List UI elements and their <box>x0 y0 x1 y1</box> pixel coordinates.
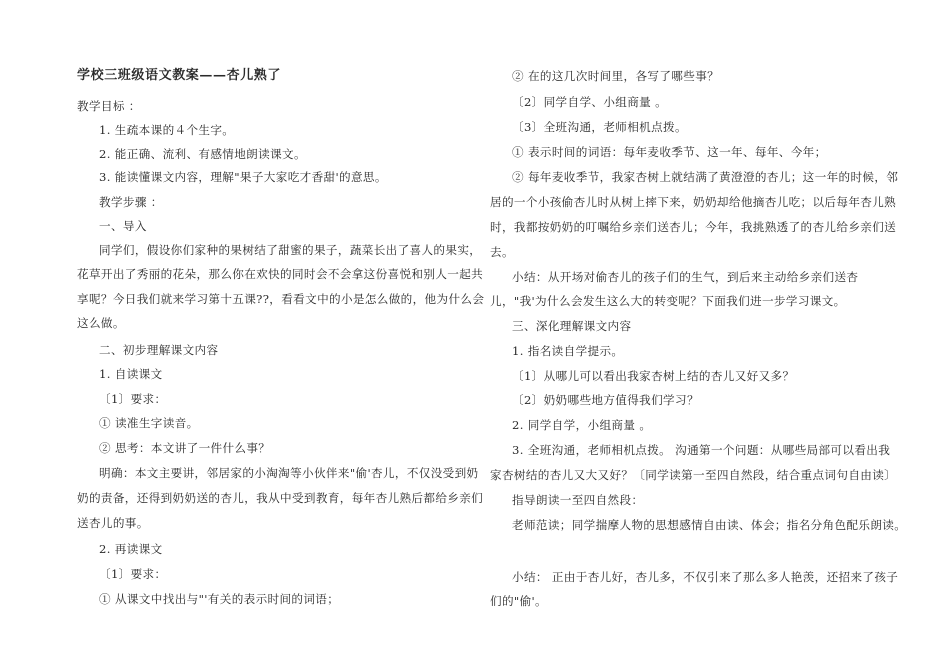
text-line: 〔1〕要求： <box>99 392 167 406</box>
text-line: 花草开出了秀丽的花朵，那么你在欢快的同时会不会拿这份喜悦和别人一起共 <box>77 267 484 281</box>
page-title: 学校三班级语文教案——杏儿熟了 <box>77 68 282 83</box>
section-heading: 三、深化理解课文内容 <box>512 319 632 333</box>
text-line: ② 思考：本文讲了一件什么事？ <box>99 441 271 455</box>
text-line: 这么做。 <box>77 316 125 330</box>
text-line: 同学们，假设你们家种的果树结了甜蜜的果子，蔬菜长出了喜人的果实， <box>99 243 482 257</box>
text-line: ② 在的这几次时间里，各写了哪些事？ <box>512 69 720 83</box>
text-line: ② 每年麦收季节，我家杏树上就结满了黄澄澄的杏儿；这一年的时候，邻 <box>512 170 899 184</box>
text-line: 指导朗读一至四自然段： <box>512 493 644 507</box>
text-line: 居的一个小孩偷杏儿时从树上摔下来，奶奶却给他摘杏儿吃；以后每年杏儿熟 <box>490 195 897 209</box>
text-line: 3. 能读懂课文内容，理解"果子大家吃才香甜'的意思。 <box>99 170 387 184</box>
section-heading: 二、初步理解课文内容 <box>99 343 219 357</box>
text-line: 2. 能正确、流利、有感情地朗读课文。 <box>99 147 306 161</box>
text-line: 1. 生疏本课的４个生字。 <box>99 123 235 137</box>
text-line: 2. 同学自学，小组商量 。 <box>512 418 652 432</box>
text-line: 送杏儿的事。 <box>77 516 149 530</box>
text-line: 家杏树结的杏儿又大又好？〔同学读第一至四自然段，结合重点词句自由读〕 <box>490 468 897 482</box>
text-line: 时，我都按奶奶的叮嘱给乡亲们送杏儿；今年，我挑熟透了的杏儿给乡亲们送 <box>490 220 897 234</box>
text-line: 享呢？今日我们就来学习第十五课??，看看文中的小是怎么做的，他为什么会 <box>77 292 485 306</box>
text-line: 教学步骤 ： <box>99 195 163 209</box>
text-line: 明确：本文主要讲，邻居家的小淘淘等小伙伴来"偷'杏儿，不仅没受到奶 <box>99 466 479 480</box>
text-line: 〔1〕要求： <box>99 567 167 581</box>
text-line: 们的"偷'。 <box>490 594 547 608</box>
text-line: 1. 自读课文 <box>99 367 163 381</box>
text-line: 儿，"我'为什么会发生这么大的转变呢？下面我们进一步学习课文。 <box>490 294 846 308</box>
text-line: 3. 全班沟通，老师相机点拨。 沟通第一个问题：从哪些局部可以看出我 <box>512 443 891 457</box>
text-line: 小结： 正由于杏儿好，杏儿多，不仅引来了那么多人艳羡，还招来了孩子 <box>512 570 899 584</box>
text-line: 小结：从开场对偷杏儿的孩子们的生气，到后来主动给乡亲们送杏 <box>512 270 859 284</box>
text-line: 1. 指名读自学提示。 <box>512 344 624 358</box>
text-line: 〔1〕从哪儿可以看出我家杏树上结的杏儿又好又多？ <box>512 369 795 383</box>
section-heading: 一、导入 <box>99 219 147 233</box>
text-line: ① 读准生字读音。 <box>99 416 199 430</box>
text-line: 教学目标 ： <box>77 99 141 113</box>
text-line: ① 从课文中找出与"'有关的表示时间的词语； <box>99 592 340 606</box>
text-line: 〔2〕同学自学、小组商量 。 <box>512 95 668 109</box>
text-line: 奶的责备，还得到奶奶送的杏儿，我从中受到教育，每年杏儿熟后都给乡亲们 <box>77 491 484 505</box>
text-line: 〔2〕奶奶哪些地方值得我们学习？ <box>512 393 699 407</box>
text-line: 老师范读；同学揣摩人物的思想感情自由读、体会；指名分角色配乐朗读。 <box>512 518 907 532</box>
text-line: 〔3〕全班沟通，老师相机点拨。 <box>512 120 687 134</box>
text-line: 2. 再读课文 <box>99 542 163 556</box>
text-line: ① 表示时间的词语：每年麦收季节、这一年、每年、今年； <box>512 145 827 159</box>
text-line: 去。 <box>490 245 514 259</box>
